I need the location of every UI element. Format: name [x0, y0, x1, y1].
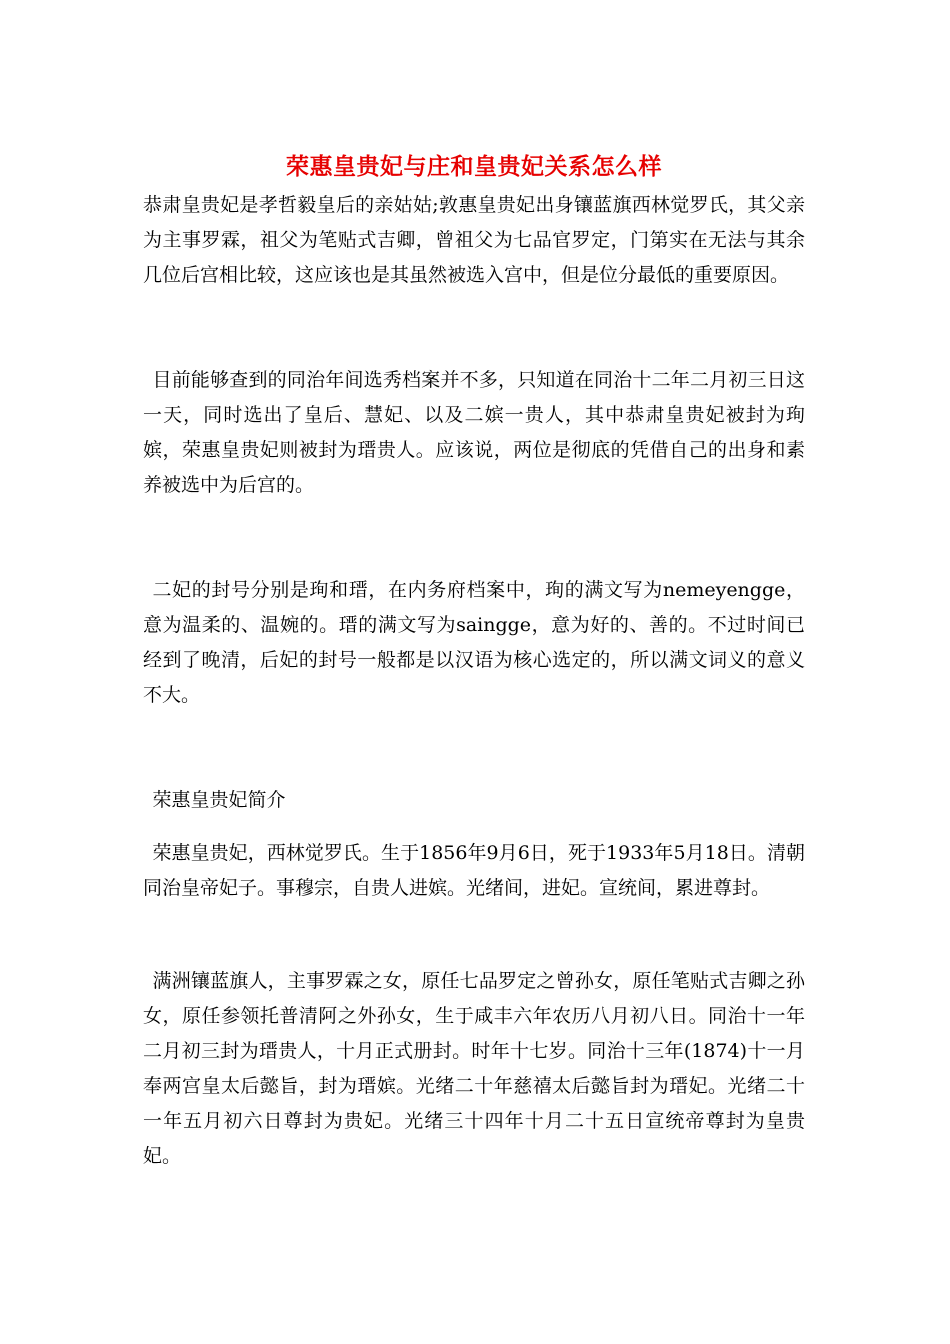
- paragraph-5: 满洲镶蓝旗人，主事罗霖之女，原任七品罗定之曾孙女，原任笔贴式吉卿之孙女，原任参领托普清阿之外孙女，生于咸丰六年农历八月初八日。同治十一年二月初三封为瑨贵人，十月正式册封。时年十七岁。同治十三年(1874)十一月奉两宫皇太后懿旨，封为瑨嫔。光绪二十年慈禧太后懿旨封为瑨妃。光绪二十一年五月初六日尊封为贵妃。光绪三十四年十月二十五日宣统帝尊封为皇贵妃。: [143, 970, 805, 1167]
- paragraph-4: 荣惠皇贵妃，西林觉罗氏。生于1856年9月6日，死于1933年5月18日。清朝同治皇帝妃子。事穆宗，自贵人进嫔。光绪间，进妃。宣统间，累进尊封。: [143, 842, 805, 899]
- paragraph-spacer: [143, 818, 805, 836]
- paragraph-spacer: [143, 906, 805, 964]
- document-title: 荣惠皇贵妃与庄和皇贵妃关系怎么样: [286, 153, 662, 180]
- paragraph-3: 二妃的封号分别是珣和瑨，在内务府档案中，珣的满文写为nemeyengge，意为温柔的、温婉的。瑨的满文写为saingge，意为好的、善的。不过时间已经到了晚清，后妃的封号一般都是以汉语为核心选定的，所以满文词义的意义不大。: [143, 579, 805, 706]
- paragraph-spacer: [143, 503, 805, 573]
- paragraph-spacer: [143, 293, 805, 363]
- section-heading: 荣惠皇贵妃简介: [152, 789, 286, 811]
- paragraph-2: 目前能够查到的同治年间选秀档案并不多，只知道在同治十二年二月初三日这一天，同时选出了皇后、慧妃、以及二嫔一贵人，其中恭肃皇贵妃被封为珣嫔，荣惠皇贵妃则被封为瑨贵人。应该说，两位是彻底的凭借自己的出身和素养被选中为后宫的。: [143, 369, 805, 496]
- document-page: [143, 150, 805, 1174]
- paragraph-spacer: [143, 713, 805, 783]
- paragraph-1: 恭肃皇贵妃是孝哲毅皇后的亲姑姑;敦惠皇贵妃出身镶蓝旗西林觉罗氏，其父亲为主事罗霖，祖父为笔贴式吉卿，曾祖父为七品官罗定，门第实在无法与其余几位后宫相比较，这应该也是其虽然被选入宫中，但是位分最低的重要原因。: [143, 194, 805, 286]
